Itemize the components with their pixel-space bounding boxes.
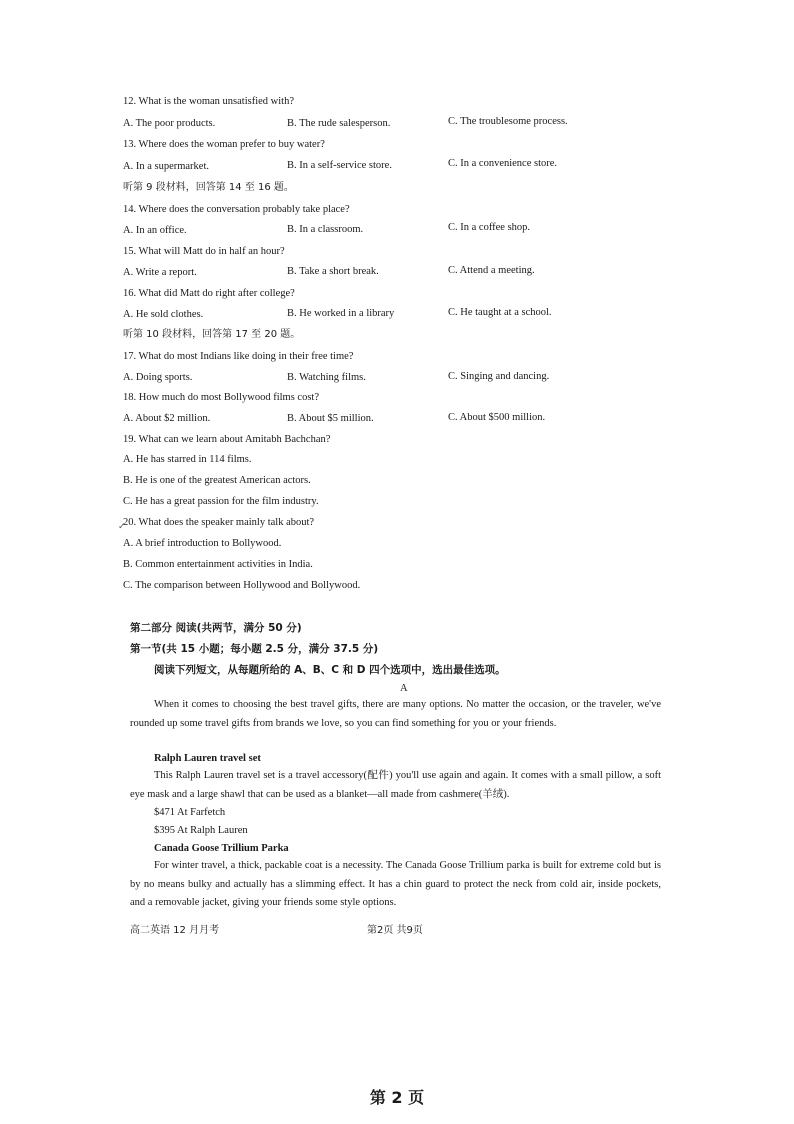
question-16: 16. What did Matt do right after college? bbox=[123, 288, 295, 299]
question-12: 12. What is the woman unsatisfied with? bbox=[123, 96, 294, 107]
option-18b: B. About $5 million. bbox=[287, 413, 374, 424]
listening-section-10: 听第 10 段材料，回答第 17 至 20 题。 bbox=[123, 329, 301, 340]
option-17b: B. Watching films. bbox=[287, 372, 366, 383]
page-number: 第 2 页 bbox=[369, 1088, 425, 1107]
option-16a: A. He sold clothes. bbox=[123, 309, 204, 320]
passage-intro-text: When it comes to choosing the best travel gifts, there are many options. No matter the occasion, or the traveler, we've rounded up some travel gifts from brands we love, so you can find something for you or your friends. bbox=[130, 699, 661, 729]
option-13a: A. In a supermarket. bbox=[123, 161, 210, 172]
footer-exam-name: 高二英语 12 月月考 bbox=[130, 925, 220, 936]
option-17c: C. Singing and dancing. bbox=[448, 371, 550, 382]
option-17a: A. Doing sports. bbox=[123, 372, 193, 383]
option-13c: C. In a convenience store. bbox=[448, 158, 558, 169]
option-14a: A. In an office. bbox=[123, 225, 187, 236]
option-18c: C. About $500 million. bbox=[448, 412, 546, 423]
listening-section-9: 听第 9 段材料，回答第 14 至 16 题。 bbox=[123, 182, 294, 193]
item2-body bbox=[130, 857, 661, 913]
question-20: 20. What does the speaker mainly talk about? bbox=[123, 517, 315, 528]
option-16c: C. He taught at a school. bbox=[448, 307, 552, 318]
part2-instruction: 阅读下列短文，从每题所给的 A、B、C 和 D 四个选项中，选出最佳选项。 bbox=[154, 664, 506, 676]
footer-page-count: 第2页 共9页 bbox=[367, 925, 423, 936]
item2-body-text: For winter travel, a thick, packable coat is a necessity. The Canada Goose Trillium parka is built for extreme cold but is by no means bulky and actually has a slimming effect. It has a chin guard to protect the neck from cold air, inside pockets, and a removable jacket, giving your friends some style options. bbox=[130, 860, 661, 908]
question-13: 13. Where does the woman prefer to buy water? bbox=[123, 139, 325, 150]
option-18a: A. About $2 million. bbox=[123, 413, 211, 424]
option-12a: A. The poor products. bbox=[123, 118, 216, 129]
option-20b: B. Common entertainment activities in India. bbox=[123, 559, 313, 570]
option-14b: B. In a classroom. bbox=[287, 224, 364, 235]
item2-title: Canada Goose Trillium Parka bbox=[154, 843, 289, 854]
pen-mark: ✓ bbox=[118, 521, 126, 531]
passage-intro bbox=[130, 696, 661, 733]
option-16b: B. He worked in a library bbox=[287, 308, 395, 319]
item1-body-text: This Ralph Lauren travel set is a travel accessory(配件) you'll use again and again. It comes with a small pillow, a soft eye mask and a large shawl that can be used as a blanket—all made from cashmere(羊绒). bbox=[130, 770, 661, 800]
option-19b: B. He is one of the greatest American actors. bbox=[123, 475, 311, 486]
item1-title: Ralph Lauren travel set bbox=[154, 753, 261, 764]
question-17: 17. What do most Indians like doing in their free time? bbox=[123, 351, 354, 362]
option-19a: A. He has starred in 114 films. bbox=[123, 454, 252, 465]
option-20c: C. The comparison between Hollywood and Bollywood. bbox=[123, 580, 361, 591]
question-14: 14. Where does the conversation probably take place? bbox=[123, 204, 350, 215]
item1-body bbox=[130, 767, 661, 804]
question-19: 19. What can we learn about Amitabh Bachchan? bbox=[123, 434, 331, 445]
option-15b: B. Take a short break. bbox=[287, 266, 379, 277]
option-14c: C. In a coffee shop. bbox=[448, 222, 531, 233]
part2-section1: 第一节(共 15 小题；每小题 2.5 分，满分 37.5 分) bbox=[130, 643, 379, 655]
option-15c: C. Attend a meeting. bbox=[448, 265, 535, 276]
option-13b: B. In a self-service store. bbox=[287, 160, 392, 171]
option-12b: B. The rude salesperson. bbox=[287, 118, 391, 129]
item1-price2: $395 At Ralph Lauren bbox=[154, 825, 248, 836]
question-18: 18. How much do most Bollywood films cost? bbox=[123, 392, 319, 403]
option-19c: C. He has a great passion for the film industry. bbox=[123, 496, 319, 507]
option-15a: A. Write a report. bbox=[123, 267, 197, 278]
part2-title: 第二部分 阅读(共两节，满分 50 分) bbox=[130, 622, 302, 634]
item1-price1: $471 At Farfetch bbox=[154, 807, 226, 818]
question-15: 15. What will Matt do in half an hour? bbox=[123, 246, 285, 257]
passage-label: A bbox=[400, 683, 408, 694]
option-12c: C. The troublesome process. bbox=[448, 116, 568, 127]
option-20a: A. A brief introduction to Bollywood. bbox=[123, 538, 282, 549]
